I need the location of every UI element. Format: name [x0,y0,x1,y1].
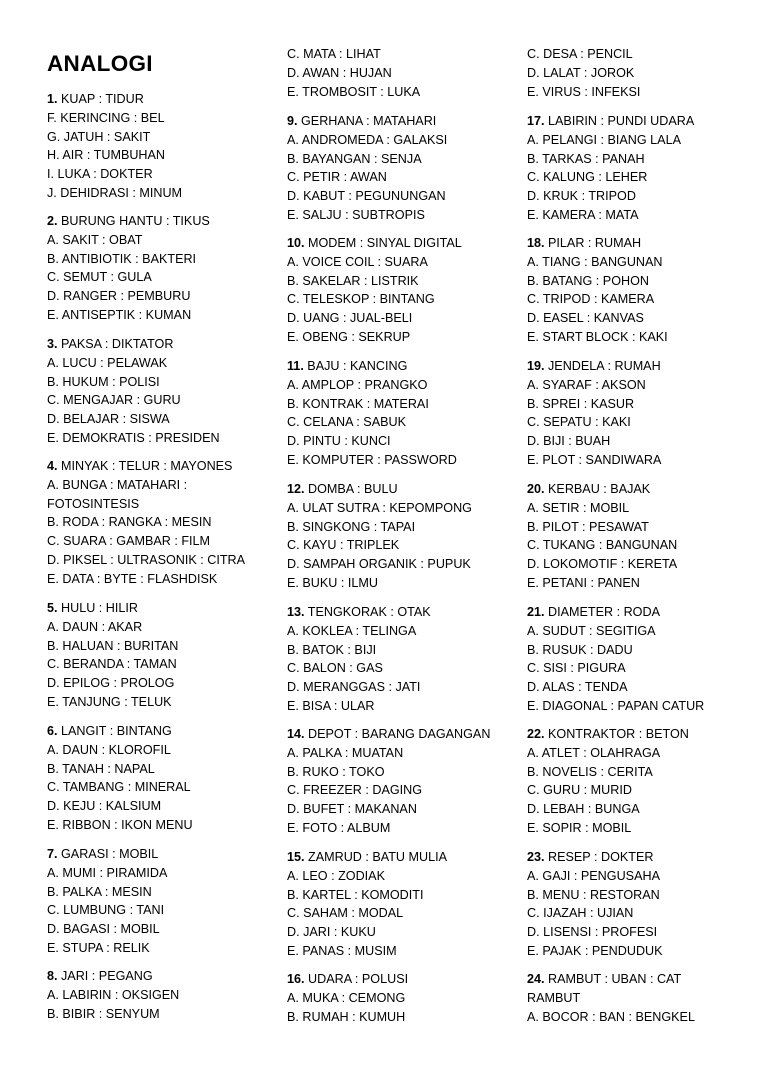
question-text: ZAMRUD : BATU MULIA [304,850,448,864]
option-line: A. MUMI : PIRAMIDA [47,865,168,880]
question-stem [287,970,515,989]
option-line: D. PINTU : KUNCI [287,434,391,449]
question-number: 5. [47,601,58,615]
option-line: A. BOCOR : BAN : BENGKEL [527,1009,695,1024]
question-number: 17. [527,114,545,128]
option-line: E. DATA : BYTE : FLASHDISK [47,571,218,586]
question-text: JENDELA : RUMAH [544,359,661,373]
option-line: I. LUKA : DOKTER [47,167,153,182]
question-number: 10. [287,236,305,250]
question-block [287,45,515,101]
option-line: D. RANGER : PEMBURU [47,289,191,304]
option-line: C. TELESKOP : BINTANG [287,292,435,307]
question-text: UDARA : POLUSI [304,972,409,986]
option-line: B. NOVELIS : CERITA [527,764,653,779]
option-line: A. ANDROMEDA : GALAKSI [287,132,448,147]
option-line: A. ULAT SUTRA : KEPOMPONG [287,500,472,515]
question-stem [47,967,272,986]
option-line: D. KRUK : TRIPOD [527,189,636,204]
question-number: 12. [287,482,305,496]
option-line: C. BERANDA : TAMAN [47,657,177,672]
option-line: E. SALJU : SUBTROPIS [287,207,425,222]
question-stem [287,234,515,253]
option-line: A. BUNGA : MATAHARI : [47,477,188,492]
option-line: B. ANTIBIOTIK : BAKTERI [47,251,197,266]
question-stem [527,480,762,499]
option-line: C. PETIR : AWAN [287,170,387,185]
option-line: C. TUKANG : BANGUNAN [527,538,678,553]
question-text: KONTRAKTOR : BETON [544,727,689,741]
option-line: J. DEHIDRASI : MINUM [47,185,183,200]
option-line: C. KALUNG : LEHER [527,170,648,185]
option-line: D. AWAN : HUJAN [287,65,392,80]
option-line: C. LUMBUNG : TANI [47,903,165,918]
question-stem [47,845,272,864]
question-text: KERBAU : BAJAK [544,482,651,496]
option-line: D. LOKOMOTIF : KERETA [527,557,678,572]
question-number: 24. [527,972,545,986]
question-number: 3. [47,337,58,351]
question-block [47,967,272,1023]
option-line: A. LABIRIN : OKSIGEN [47,987,180,1002]
option-line: C. GURU : MURID [527,783,632,798]
question-block [287,848,515,961]
option-line: B. MENU : RESTORAN [527,887,660,902]
question-stem [287,848,515,867]
option-line: C. SEMUT : GULA [47,270,152,285]
question-text: DEPOT : BARANG DAGANGAN [304,727,491,741]
question-number: 23. [527,850,545,864]
option-line: E. PANAS : MUSIM [287,943,397,958]
option-line: A. GAJI : PENGUSAHA [527,868,660,883]
question-stem [47,457,272,476]
option-line: B. BAYANGAN : SENJA [287,151,422,166]
option-line: B. BIBIR : SENYUM [47,1006,160,1021]
option-line: C. MENGAJAR : GURU [47,393,181,408]
question-stem [527,848,762,867]
question-text: KUAP : TIDUR [57,92,144,106]
question-text: DOMBA : BULU [304,482,398,496]
question-text: JARI : PEGANG [57,969,153,983]
option-line: B. HUKUM : POLISI [47,374,160,389]
option-line: B. RUMAH : KUMUH [287,1009,406,1024]
option-line: D. EPILOG : PROLOG [47,676,175,691]
question-stem [527,234,762,253]
option-line: B. TANAH : NAPAL [47,761,155,776]
option-line: E. START BLOCK : KAKI [527,329,668,344]
option-line: E. DIAGONAL : PAPAN CATUR [527,698,705,713]
question-block [47,722,272,835]
option-line: B. KARTEL : KOMODITI [287,887,424,902]
question-stem [527,112,762,131]
question-block [527,848,762,961]
question-block [47,335,272,448]
option-line: A. SAKIT : OBAT [47,232,143,247]
question-number: 8. [47,969,58,983]
option-line: C. KAYU : TRIPLEK [287,538,400,553]
option-line: C. CELANA : SABUK [287,415,406,430]
question-number: 9. [287,114,298,128]
question-text: DIAMETER : RODA [544,605,660,619]
option-line: E. PETANI : PANEN [527,575,640,590]
option-line: E. DEMOKRATIS : PRESIDEN [47,430,220,445]
question-block [47,90,272,203]
option-line: D. JARI : KUKU [287,925,376,940]
option-line: RAMBUT [527,990,581,1005]
question-number: 13. [287,605,305,619]
option-line: A. KOKLEA : TELINGA [287,623,417,638]
option-line: D. LALAT : JOROK [527,65,635,80]
option-line: D. MERANGGAS : JATI [287,680,421,695]
option-line: A. VOICE COIL : SUARA [287,254,428,269]
option-line: B. RUSUK : DADU [527,642,633,657]
option-line: E. VIRUS : INFEKSI [527,84,641,99]
option-line: E. PAJAK : PENDUDUK [527,943,663,958]
question-stem [287,480,515,499]
question-text: RAMBUT : UBAN : CAT [544,972,682,986]
question-text: MODEM : SINYAL DIGITAL [304,236,462,250]
question-number: 15. [287,850,305,864]
question-text: PILAR : RUMAH [544,236,642,250]
option-line: C. DESA : PENCIL [527,47,633,61]
option-line: B. HALUAN : BURITAN [47,638,179,653]
question-block [287,112,515,225]
option-line: A. SUDUT : SEGITIGA [527,623,656,638]
option-line: C. SISI : PIGURA [527,661,626,676]
option-line: A. ATLET : OLAHRAGA [527,745,661,760]
option-line: B. SPREI : KASUR [527,396,635,411]
question-block [527,45,762,101]
option-line: B. PALKA : MESIN [47,884,152,899]
question-block [47,212,272,325]
option-line: B. SAKELAR : LISTRIK [287,273,419,288]
question-number: 7. [47,847,58,861]
option-line: E. RIBBON : IKON MENU [47,817,193,832]
question-number: 14. [287,727,305,741]
question-text: BAJU : KANCING [303,359,408,373]
option-line: C. SAHAM : MODAL [287,906,404,921]
question-block [287,603,515,716]
page-title: ANALOGI [47,51,153,76]
question-stem [47,599,272,618]
option-line: E. TROMBOSIT : LUKA [287,84,421,99]
question-stem [527,725,762,744]
option-line: E. SOPIR : MOBIL [527,820,632,835]
option-line: B. PILOT : PESAWAT [527,519,649,534]
option-line: FOTOSINTESIS [47,496,140,511]
question-stem [527,357,762,376]
question-block [287,357,515,470]
option-line: B. SINGKONG : TAPAI [287,519,416,534]
question-block [287,970,515,1026]
option-line: C. MATA : LIHAT [287,47,381,61]
question-block [527,357,762,470]
option-line: C. TRIPOD : KAMERA [527,292,655,307]
option-line: A. AMPLOP : PRANGKO [287,377,428,392]
question-text: MINYAK : TELUR : MAYONES [57,459,233,473]
option-line: B. RUKO : TOKO [287,764,385,779]
question-stem [47,335,272,354]
option-line: D. LISENSI : PROFESI [527,925,658,940]
question-block [527,970,762,1026]
option-line: H. AIR : TUMBUHAN [47,148,166,163]
question-text: LANGIT : BINTANG [57,724,172,738]
question-stem [287,603,515,622]
option-line: C. TAMBANG : MINERAL [47,780,191,795]
option-line: D. BIJI : BUAH [527,434,611,449]
option-line: D. BAGASI : MOBIL [47,922,160,937]
question-block [287,480,515,593]
question-block [527,725,762,838]
option-line: G. JATUH : SAKIT [47,129,151,144]
question-text: GARASI : MOBIL [57,847,159,861]
option-line: B. TARKAS : PANAH [527,151,645,166]
question-block [47,457,272,589]
question-stem [287,112,515,131]
option-line: D. PIKSEL : ULTRASONIK : CITRA [47,552,246,567]
option-line: E. STUPA : RELIK [47,940,150,955]
option-line: C. SUARA : GAMBAR : FILM [47,534,211,549]
question-block [527,603,762,716]
question-stem [287,725,515,744]
option-line: E. KOMPUTER : PASSWORD [287,452,457,467]
question-number: 22. [527,727,545,741]
option-line: E. BISA : ULAR [287,698,375,713]
question-number: 11. [287,359,304,373]
question-block [287,234,515,347]
question-text: TENGKORAK : OTAK [304,605,431,619]
option-line: D. LEBAH : BUNGA [527,802,640,817]
option-line: A. LUCU : PELAWAK [47,355,168,370]
question-stem [47,90,272,109]
question-block [527,234,762,347]
option-line: D. UANG : JUAL-BELI [287,311,413,326]
option-line: D. ALAS : TENDA [527,680,628,695]
option-line: E. OBENG : SEKRUP [287,329,411,344]
option-line: C. IJAZAH : UJIAN [527,906,634,921]
option-line: B. BATANG : POHON [527,273,649,288]
option-line: B. KONTRAK : MATERAI [287,396,429,411]
option-line: A. DAUN : AKAR [47,619,143,634]
option-line: A. DAUN : KLOROFIL [47,742,171,757]
option-line: A. TIANG : BANGUNAN [527,254,663,269]
option-line: F. KERINCING : BEL [47,110,165,125]
question-text: BURUNG HANTU : TIKUS [57,214,210,228]
question-number: 18. [527,236,545,250]
option-line: A. PELANGI : BIANG LALA [527,132,681,147]
option-line: A. MUKA : CEMONG [287,990,406,1005]
option-line: A. SYARAF : AKSON [527,377,646,392]
option-line: D. BUFET : MAKANAN [287,802,417,817]
option-line: B. BATOK : BIJI [287,642,377,657]
question-number: 21. [527,605,545,619]
option-line: D. BELAJAR : SISWA [47,412,170,427]
option-line: A. SETIR : MOBIL [527,500,630,515]
option-line: E. TANJUNG : TELUK [47,694,172,709]
option-line: A. LEO : ZODIAK [287,868,385,883]
option-line: E. FOTO : ALBUM [287,820,391,835]
question-text: RESEP : DOKTER [544,850,654,864]
question-number: 20. [527,482,545,496]
question-stem [527,603,762,622]
question-number: 19. [527,359,545,373]
option-line: D. SAMPAH ORGANIK : PUPUK [287,557,471,572]
question-number: 16. [287,972,305,986]
question-stem [287,357,515,376]
option-line: D. EASEL : KANVAS [527,311,644,326]
question-text: LABIRIN : PUNDI UDARA [544,114,695,128]
question-block [47,599,272,712]
option-line: E. ANTISEPTIK : KUMAN [47,307,192,322]
option-line: C. SEPATU : KAKI [527,415,631,430]
option-line: D. KEJU : KALSIUM [47,799,162,814]
question-block [527,480,762,593]
option-line: B. RODA : RANGKA : MESIN [47,515,212,530]
question-text: PAKSA : DIKTATOR [57,337,174,351]
option-line: C. FREEZER : DAGING [287,783,423,798]
option-line: D. KABUT : PEGUNUNGAN [287,189,446,204]
question-block [287,725,515,838]
question-number: 6. [47,724,58,738]
option-line: E. BUKU : ILMU [287,575,378,590]
question-stem [527,970,762,989]
option-line: E. PLOT : SANDIWARA [527,452,662,467]
question-block [527,112,762,225]
question-text: GERHANA : MATAHARI [297,114,437,128]
option-line: A. PALKA : MUATAN [287,745,404,760]
question-number: 2. [47,214,58,228]
question-stem [47,722,272,741]
question-text: HULU : HILIR [57,601,138,615]
option-line: E. KAMERA : MATA [527,207,639,222]
question-number: 1. [47,92,58,106]
question-number: 4. [47,459,58,473]
question-block [47,845,272,958]
option-line: C. BALON : GAS [287,661,383,676]
question-stem [47,212,272,231]
